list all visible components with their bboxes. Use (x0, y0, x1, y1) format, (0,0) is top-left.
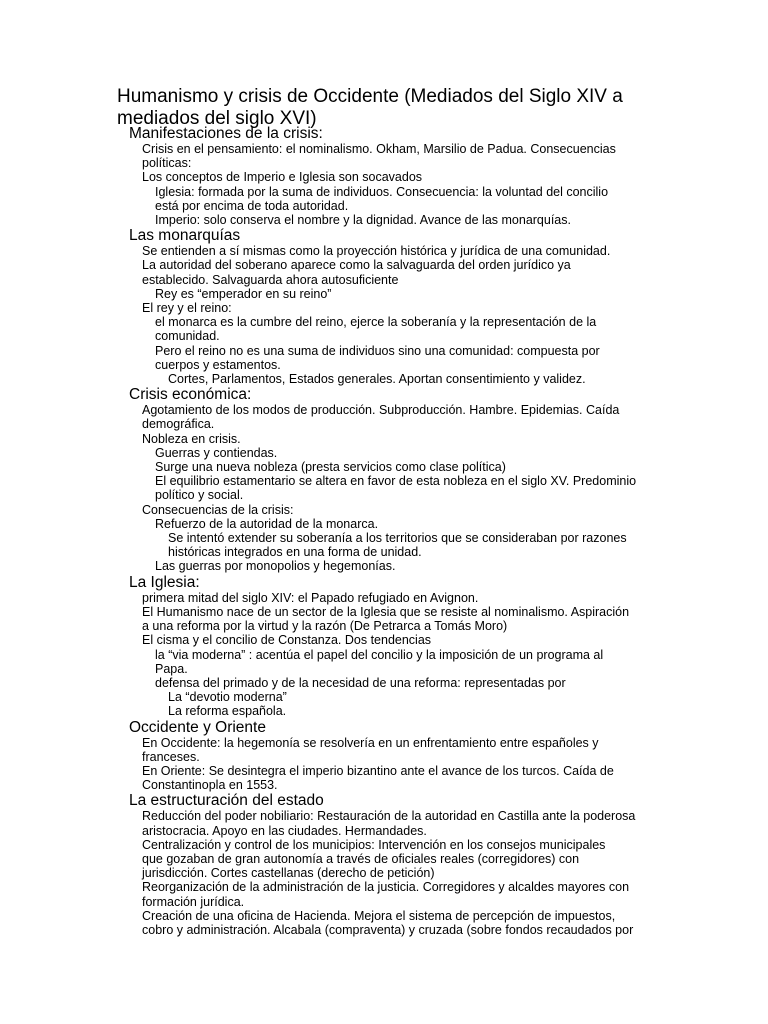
outline-item: El equilibrio estamentario se altera en favor de esta nobleza en el siglo XV. Predominio (155, 474, 637, 489)
outline-item: La reforma española. (168, 704, 287, 719)
outline-item: Constantinopla en 1553. (142, 778, 278, 793)
outline-item: históricas integrados en una forma de unidad. (168, 545, 422, 560)
outline-item: Se intentó extender su soberanía a los territorios que se consideraban por razones (168, 531, 627, 546)
outline-item: Papa. (155, 661, 188, 676)
outline-item: políticas: (142, 156, 192, 171)
outline-item: establecido. Salvaguarda ahora autosuficiente (142, 272, 399, 287)
section-heading: Occidente y Oriente (129, 718, 266, 736)
outline-item: Creación de una oficina de Hacienda. Mejora el sistema de percepción de impuestos, (142, 908, 616, 923)
outline-item: La “devotio moderna” (168, 690, 287, 705)
outline-item: Los conceptos de Imperio e Iglesia son socavados (142, 170, 423, 185)
outline-item: a una reforma por la virtud y la razón (De Petrarca a Tomás Moro) (142, 619, 508, 634)
outline-item: aristocracia. Apoyo en las ciudades. Hermandades. (142, 823, 427, 838)
outline-item: cuerpos y estamentos. (155, 357, 281, 372)
outline-item: cobro y administración. Alcabala (compraventa) y cruzada (sobre fondos recaudados por (142, 922, 634, 937)
outline-item: Cortes, Parlamentos, Estados generales. Aportan consentimiento y validez. (168, 372, 586, 387)
outline-item: demográfica. (142, 417, 215, 432)
outline-item: Surge una nueva nobleza (presta servicios como clase política) (155, 460, 506, 475)
section-heading: Crisis económica: (129, 386, 252, 404)
outline-item: Centralización y control de los municipios: Intervención en los consejos municipales (142, 837, 606, 852)
section-heading: Manifestaciones de la crisis: (129, 125, 323, 142)
outline-item: Iglesia: formada por la suma de individuos. Consecuencia: la voluntad del concilio (155, 184, 609, 199)
title-line-2: mediados del siglo XVI) (117, 108, 317, 129)
outline-item: la “via moderna” : acentúa el papel del concilio y la imposición de un programa al (155, 647, 604, 662)
outline-item: comunidad. (155, 329, 220, 344)
document-title (117, 86, 717, 130)
section-heading: La Iglesia: (129, 573, 200, 591)
outline-item: Consecuencias de la crisis: (142, 502, 294, 517)
outline-item: primera mitad del siglo XIV: el Papado refugiado en Avignon. (142, 590, 479, 605)
outline-item: Reducción del poder nobiliario: Restauración de la autoridad en Castilla ante la poderosa (142, 809, 636, 824)
outline-item: Pero el reino no es una suma de individuos sino una comunidad: compuesta por (155, 343, 600, 358)
outline-item: político y social. (155, 488, 244, 503)
outline-item: el monarca es la cumbre del reino, ejerce la soberanía y la representación de la (155, 315, 597, 330)
outline-item: está por encima de toda autoridad. (155, 198, 349, 213)
outline-item: Refuerzo de la autoridad de la monarca. (155, 516, 379, 531)
outline-item: Guerras y contiendas. (155, 445, 278, 460)
outline-item: Se entienden a sí mismas como la proyección histórica y jurídica de una comunidad. (142, 244, 611, 259)
outline-item: En Occidente: la hegemonía se resolvería en un enfrentamiento entre españoles y (142, 735, 599, 750)
outline-item: El Humanismo nace de un sector de la Iglesia que se resiste al nominalismo. Aspiración (142, 604, 630, 619)
outline-item: franceses. (142, 749, 200, 764)
section-heading: La estructuración del estado (129, 792, 324, 810)
outline-item: defensa del primado y de la necesidad de una reforma: representadas por (155, 675, 566, 690)
outline-item: Rey es “emperador en su reino” (155, 286, 332, 301)
document-body (0, 125, 768, 937)
outline-item: Imperio: solo conserva el nombre y la dignidad. Avance de las monarquías. (155, 213, 571, 228)
section-heading: Las monarquías (129, 227, 241, 245)
outline-item: Reorganización de la administración de la justicia. Corregidores y alcaldes mayores con (142, 880, 630, 895)
outline-item: El rey y el reino: (142, 301, 232, 316)
outline-item: El cisma y el concilio de Constanza. Dos tendencias (142, 633, 432, 648)
outline-item: formación jurídica. (142, 894, 245, 909)
outline-item: Las guerras por monopolios y hegemonías. (155, 559, 396, 574)
outline-item: que gozaban de gran autonomía a través de oficiales reales (corregidores) con (142, 851, 580, 866)
title-line-1: Humanismo y crisis de Occidente (Mediados del Siglo XIV a (117, 86, 623, 107)
outline-item: Agotamiento de los modos de producción. Subproducción. Hambre. Epidemias. Caída (142, 403, 620, 418)
outline-item: La autoridad del soberano aparece como la salvaguarda del orden jurídico ya (142, 258, 571, 273)
outline-item: Nobleza en crisis. (142, 431, 241, 446)
outline-item: Crisis en el pensamiento: el nominalismo. Okham, Marsilio de Padua. Consecuencias (142, 142, 616, 156)
outline-item: jurisdicción. Cortes castellanas (derecho de petición) (142, 866, 435, 881)
outline-item: En Oriente: Se desintegra el imperio bizantino ante el avance de los turcos. Caída de (142, 763, 614, 778)
